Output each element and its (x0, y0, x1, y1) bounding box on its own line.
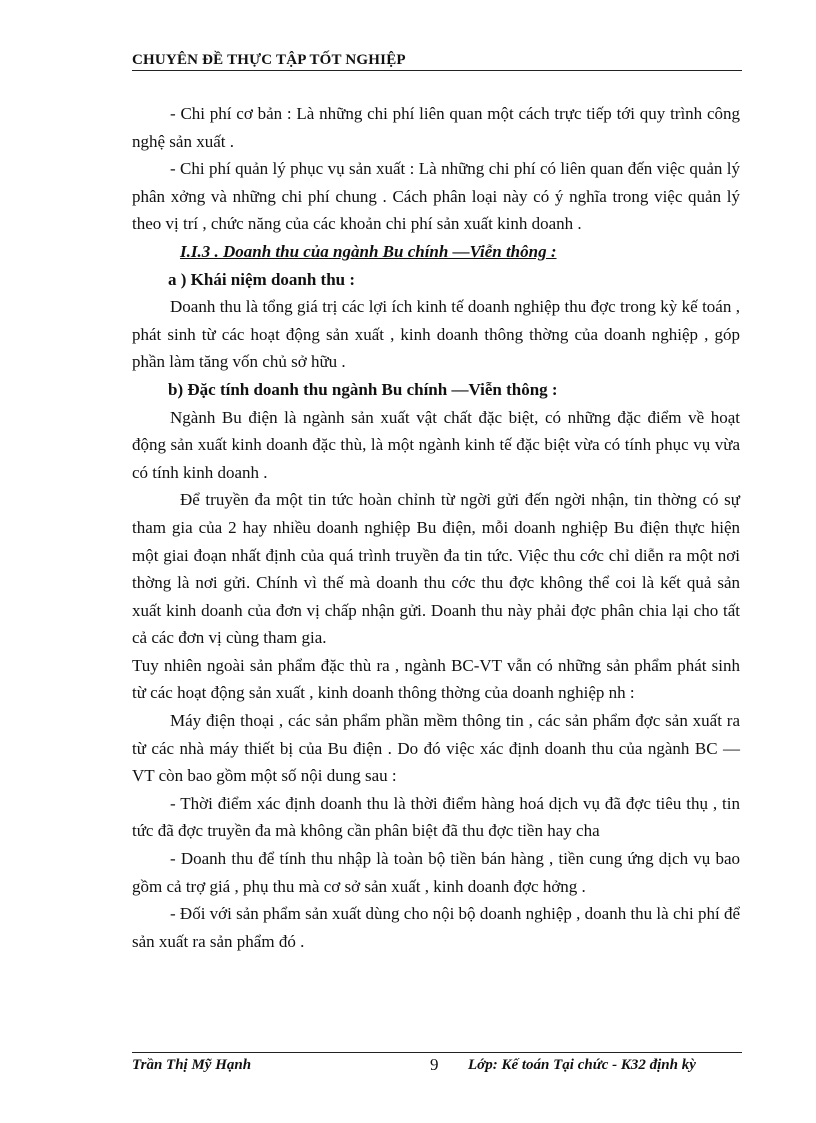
paragraph-chi-phi-co-ban: - Chi phí cơ bản : Là những chi phí liên quan một cách trực tiếp tới quy trình công nghệ sản xuất . (132, 104, 740, 151)
page-footer (132, 1052, 742, 1073)
document-body (132, 100, 740, 955)
paragraph-truyen-dua: Để truyền đa một tin tức hoàn chỉnh từ ngời gửi đến ngời nhận, tin thờng có sự tham gia của 2 hay nhiều doanh nghiệp Bu điện, mỗi doanh nghiệp Bu điện thực hiện một giai đoạn nhất định của quá trình truyền đa tin tức. Việc thu cớc chỉ diễn ra một nơi thờng là nơi gửi. Chính vì thế mà doanh thu cớc thu đợc không thể coi là kết quả sản xuất kinh doanh của đơn vị chấp nhận gửi. Doanh thu này phải đợc phân chia lại cho tất cả các đơn vị cùng tham gia. (132, 490, 740, 648)
section-heading-113: I.I.3 . Doanh thu của ngành Bu chính —Viễn thông : (180, 241, 557, 261)
paragraph-thoi-diem: - Thời điểm xác định doanh thu là thời điểm hàng hoá dịch vụ đã đợc tiêu thụ , tin tức đã đợc truyền đa mà không cần phân biệt đã thu đợc tiền hay cha (132, 793, 740, 841)
paragraph-doanh-thu-definition: Doanh thu là tổng giá trị các lợi ích kinh tế doanh nghiệp thu đợc trong kỳ kế toán , phát sinh từ các hoạt động sản xuất , kinh doanh thông thờng của doanh nghiệp , góp phần làm tăng vốn chủ sở hữu . (132, 297, 740, 372)
paragraph-chi-phi-quan-ly: - Chi phí quản lý phục vụ sản xuất : Là những chi phí có liên quan đến việc quản lý phân xởng và những chi phí chung . Cách phân loại này có ý nghĩa trong việc quản lý theo vị trí , chức năng của các khoản chi phí sản xuất kinh doanh . (132, 159, 740, 234)
footer-author: Trần Thị Mỹ Hạnh (132, 1057, 252, 1073)
footer-class-info: Lớp: Kế toán Tại chức - K32 định kỳ (468, 1057, 696, 1073)
page-number: 9 (430, 1055, 439, 1074)
subheading-a: a ) Khái niệm doanh thu : (168, 269, 356, 289)
paragraph-doanh-thu-tinh-thu-nhap: - Doanh thu để tính thu nhập là toàn bộ tiền bán hàng , tiền cung ứng dịch vụ bao gồm cả trợ giá , phụ thu mà cơ sở sản xuất , kinh doanh đợc hởng . (132, 849, 740, 896)
paragraph-tuy-nhien: Tuy nhiên ngoài sản phẩm đặc thù ra , ngành BC-VT vẫn có những sản phẩm phát sinh từ các hoạt động sản xuất , kinh doanh thông thờng của doanh nghiệp nh : (132, 655, 740, 703)
paragraph-nganh-buu-dien: Ngành Bu điện là ngành sản xuất vật chất đặc biệt, có những đặc điểm về hoạt động sản xuất kinh doanh đặc thù, là một ngành kinh tế đặc biệt vừa có tính phục vụ vừa có tính kinh doanh . (132, 407, 740, 482)
paragraph-may-dien-thoai: Máy điện thoại , các sản phẩm phần mềm thông tin , các sản phẩm đợc sản xuất ra từ các nhà máy thiết bị của Bu điện . Do đó việc xác định doanh thu của ngành BC — VT còn bao gồm một số nội dung sau : (132, 711, 740, 786)
header-title: CHUYÊN ĐỀ THỰC TẬP TỐT NGHIỆP (132, 52, 406, 68)
subheading-b: b) Đặc tính doanh thu ngành Bu chính —Viễn thông : (168, 379, 558, 399)
paragraph-noi-bo: - Đối với sản phẩm sản xuất dùng cho nội bộ doanh nghiệp , doanh thu là chi phí để sản xuất ra sản phẩm đó . (132, 904, 740, 951)
page-header (132, 50, 742, 71)
